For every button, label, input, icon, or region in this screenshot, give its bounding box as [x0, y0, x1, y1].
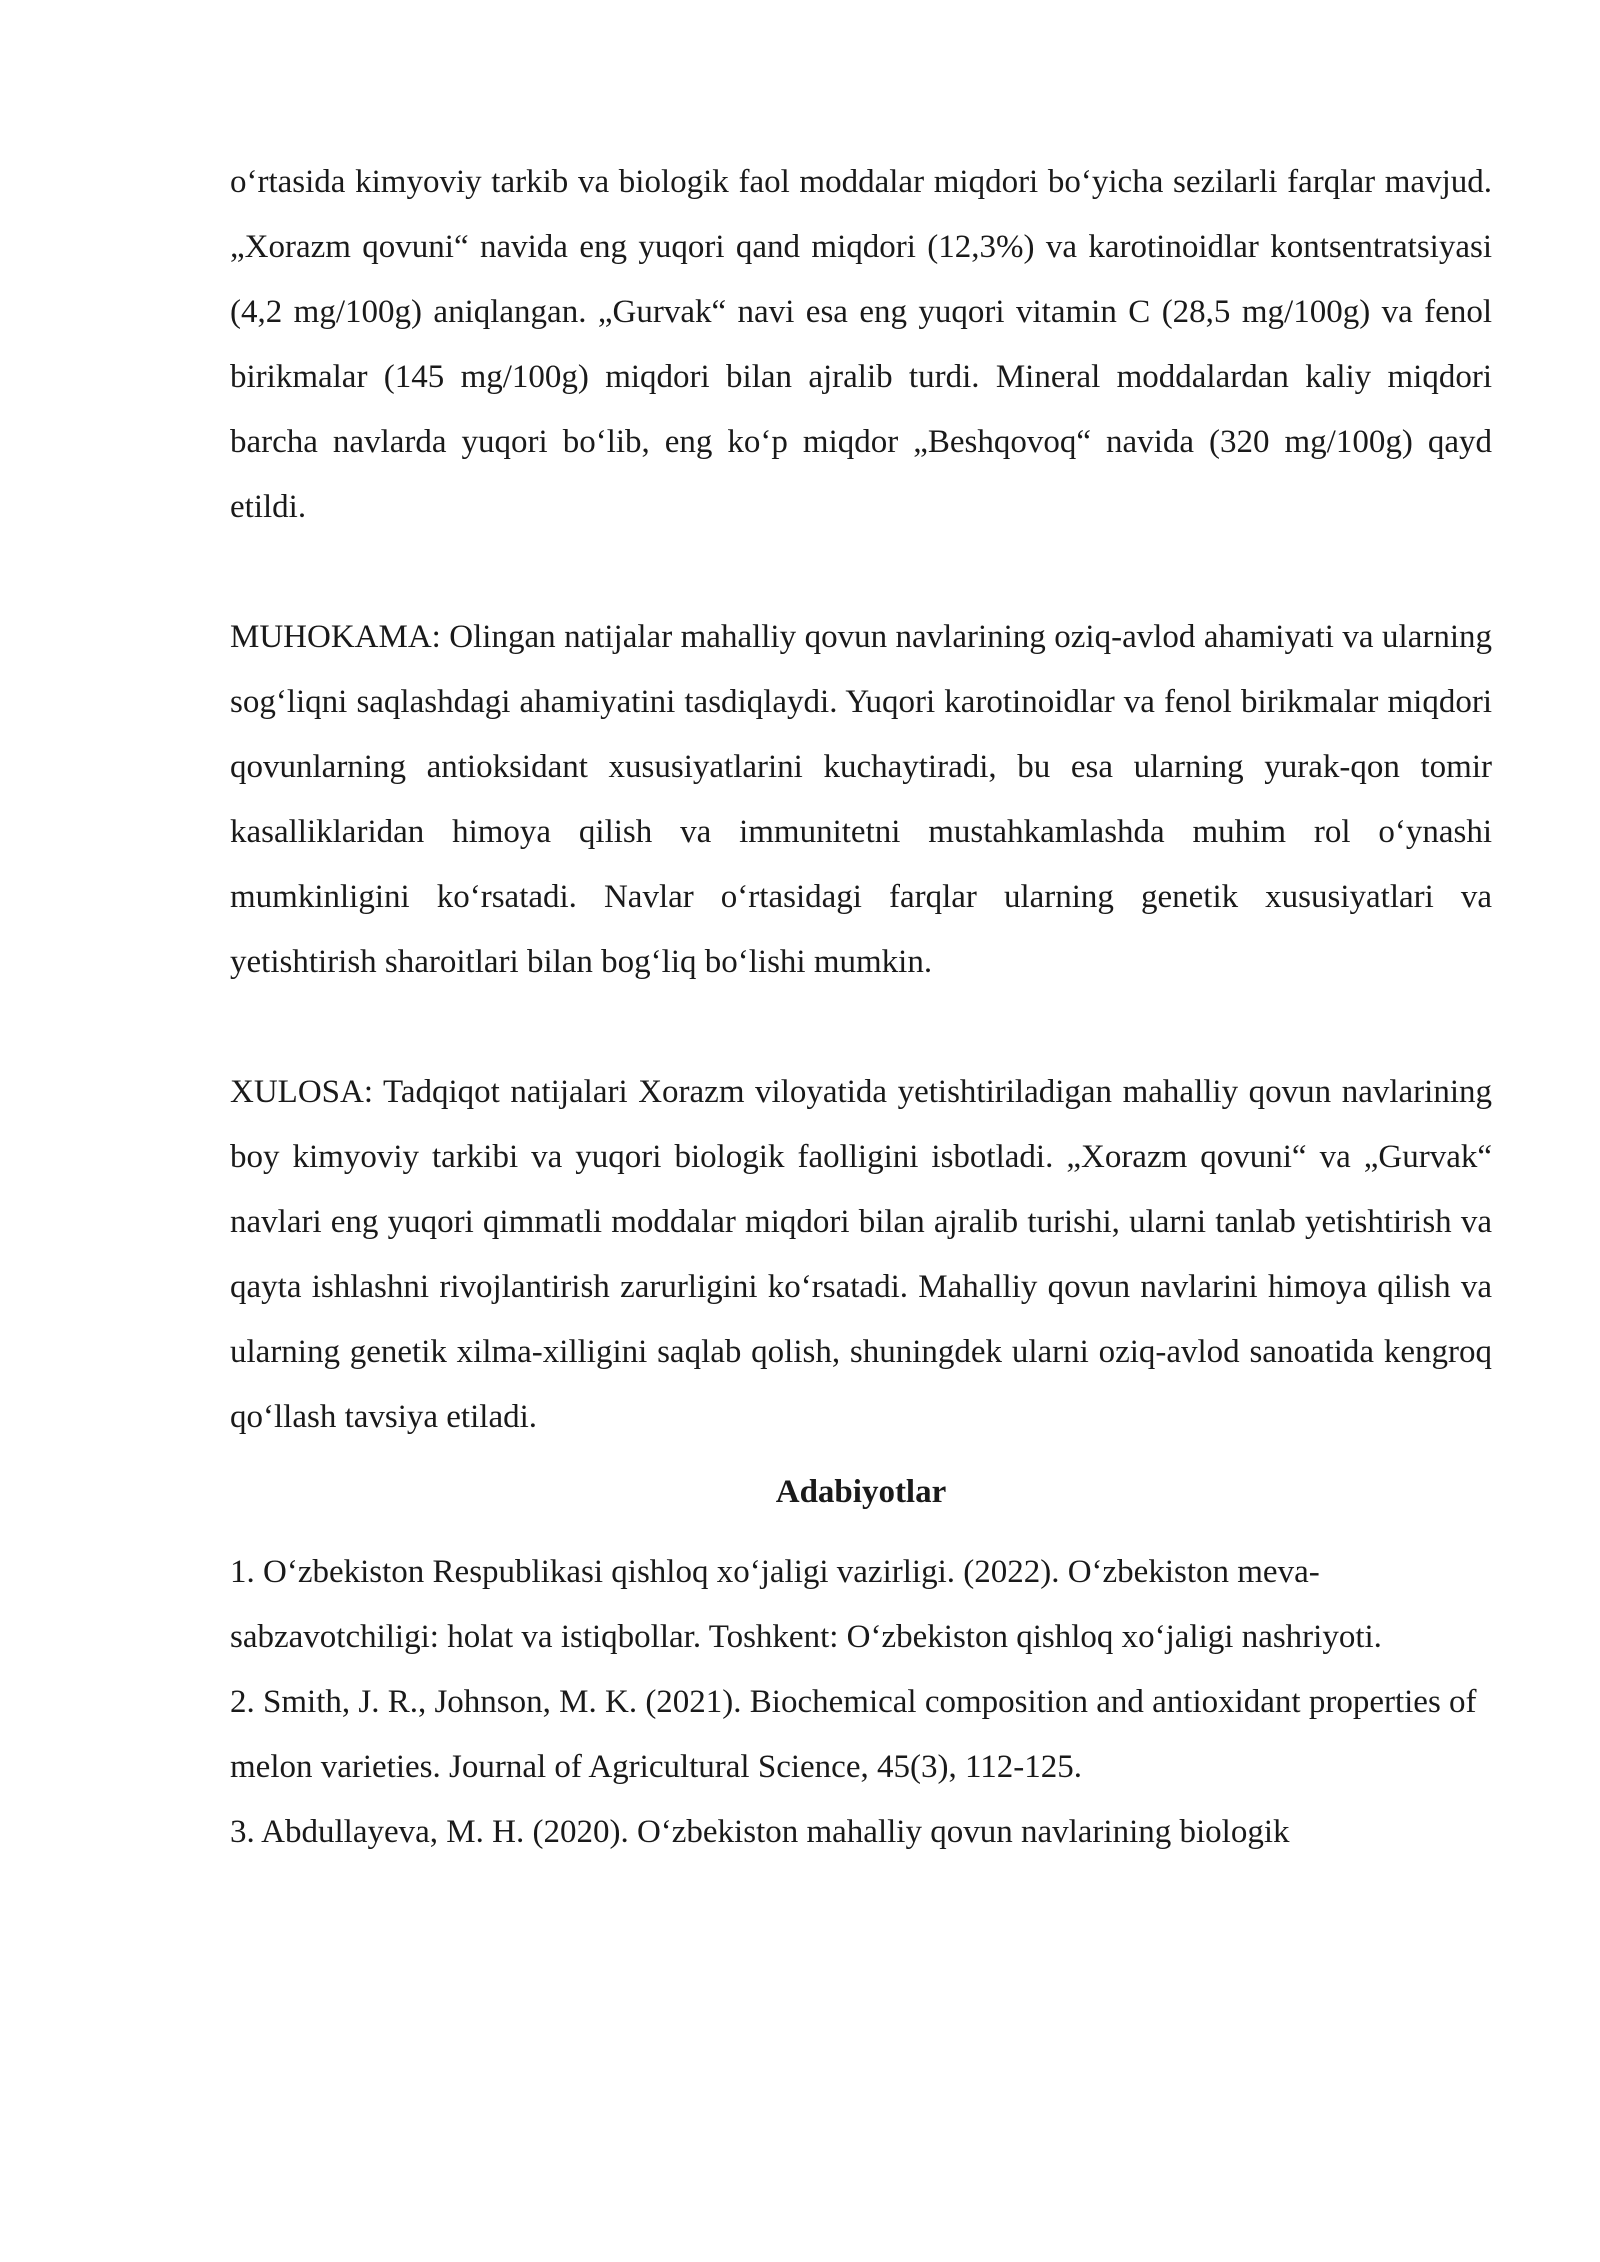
references-heading: Adabiyotlar — [775, 1474, 947, 1510]
paragraph-spacer — [230, 995, 1492, 1060]
reference-item: 1. O‘zbekiston Respublikasi qishloq xo‘jaligi vazirligi. (2022). O‘zbekiston meva-sabzavotchiligi: holat va istiqbollar. Toshkent: O‘zbekiston qishloq xo‘jaligi nashriyoti. — [230, 1554, 1382, 1655]
discussion-paragraph: MUHOKAMA: Olingan natijalar mahalliy qovun navlarining oziq-avlod ahamiyati va ularning sog‘liqni saqlashdagi ahamiyatini tasdiqlaydi. Yuqori karotinoidlar va fenol birikmalar miqdori qovunlarning antioksidant xususiyatlarini kuchaytiradi, bu esa ularning yurak-qon tomir kasalliklaridan himoya qilish va immunitetni mustahkamlashda muhim rol o‘ynashi mumkinligini ko‘rsatadi. Navlar o‘rtasidagi farqlar ularning genetik xususiyatlari va yetishtirish sharoitlari bilan bog‘liq bo‘lishi mumkin. — [230, 619, 1492, 980]
reference-item: 3. Abdullayeva, M. H. (2020). O‘zbekiston mahalliy qovun navlarining biologik — [230, 1814, 1290, 1850]
references-list — [230, 1540, 1492, 1865]
document-page — [230, 150, 1492, 1865]
reference-item: 2. Smith, J. R., Johnson, M. K. (2021). Biochemical composition and antioxidant properties of melon varieties. Journal of Agricultural Science, 45(3), 112-125. — [230, 1684, 1477, 1785]
paragraph-spacer — [230, 540, 1492, 605]
results-paragraph: o‘rtasida kimyoviy tarkib va biologik faol moddalar miqdori bo‘yicha sezilarli farqlar mavjud. „Xorazm qovuni“ navida eng yuqori qand miqdori (12,3%) va karotinoidlar kontsentratsiyasi (4,2 mg/100g) aniqlangan. „Gurvak“ navi esa eng yuqori vitamin C (28,5 mg/100g) va fenol birikmalar (145 mg/100g) miqdori bilan ajralib turdi. Mineral moddalardan kaliy miqdori barcha navlarda yuqori bo‘lib, eng ko‘p miqdor „Beshqovoq“ navida (320 mg/100g) qayd etildi. — [230, 164, 1492, 525]
conclusion-paragraph: XULOSA: Tadqiqot natijalari Xorazm viloyatida yetishtiriladigan mahalliy qovun navlarining boy kimyoviy tarkibi va yuqori biologik faolligini isbotladi. „Xorazm qovuni“ va „Gurvak“ navlari eng yuqori qimmatli moddalar miqdori bilan ajralib turishi, ularni tanlab yetishtirish va qayta ishlashni rivojlantirish zarurligini ko‘rsatadi. Mahalliy qovun navlarini himoya qilish va ularning genetik xilma-xilligini saqlab qolish, shuningdek ularni oziq-avlod sanoatida kengroq qo‘llash tavsiya etiladi. — [230, 1074, 1492, 1435]
